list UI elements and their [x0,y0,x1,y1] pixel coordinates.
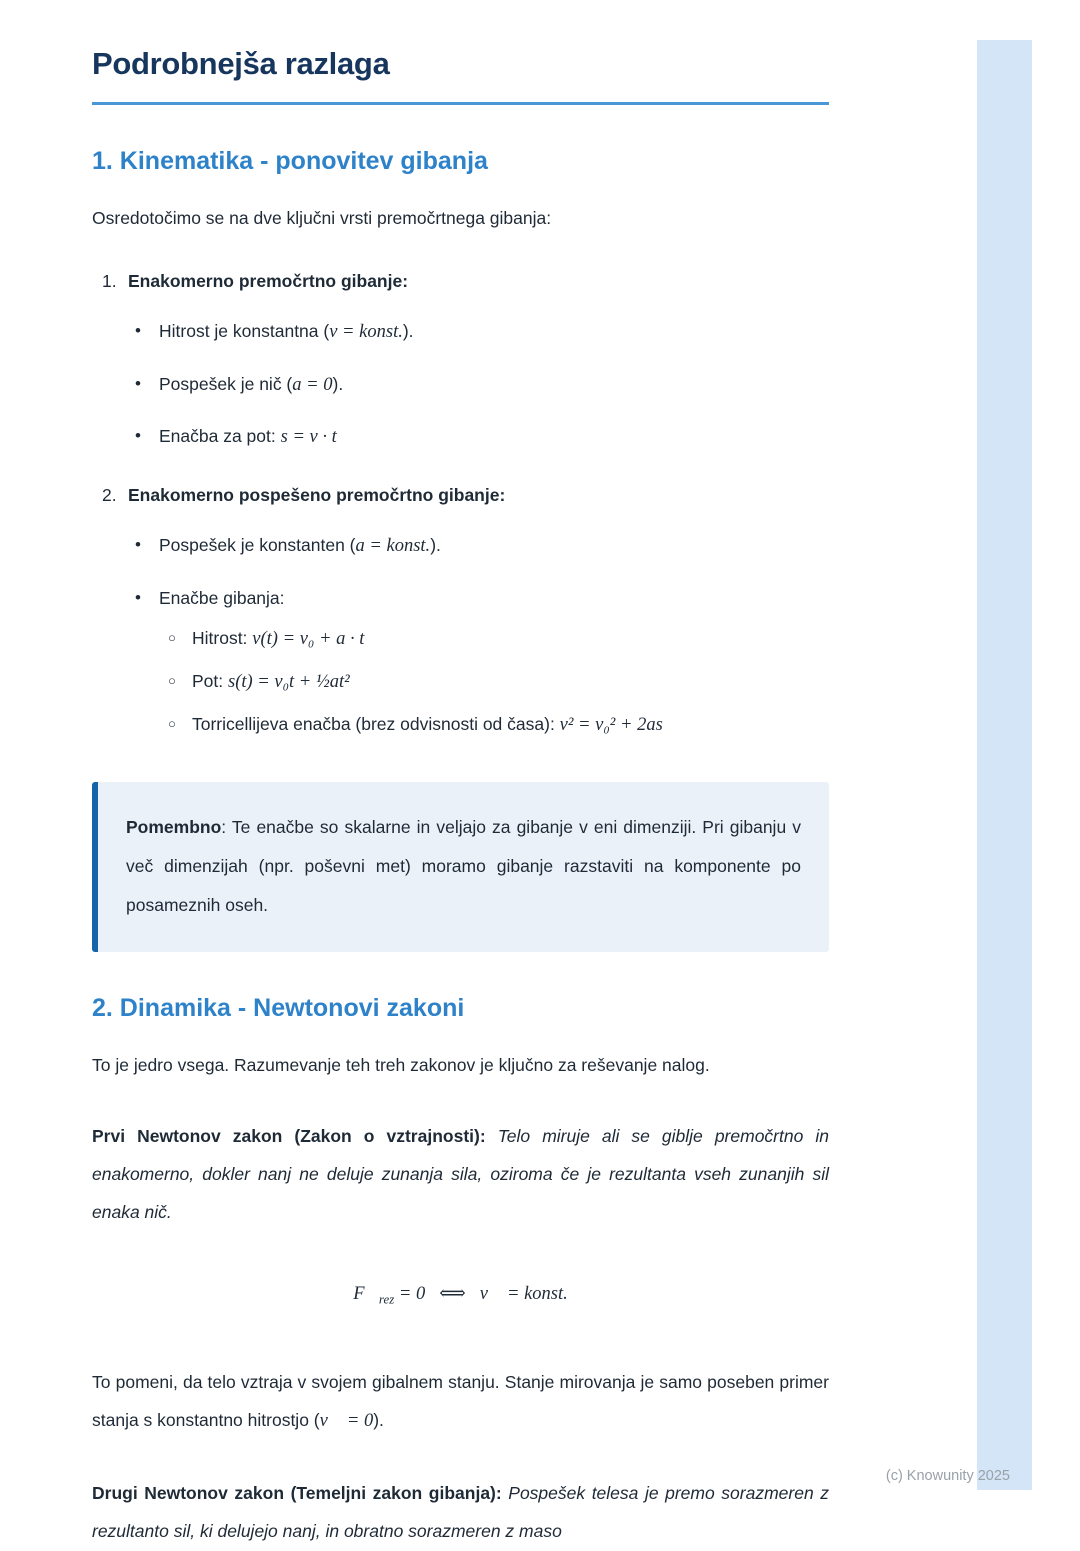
newton-first-law-equation [92,1283,829,1308]
page-title: Podrobnejša razlaga [92,46,390,81]
numbered-item-1 [102,268,829,294]
list-item [135,532,829,561]
list-item-text [159,532,441,561]
section-2-intro: To je jedro vsega. Razumevanje teh treh zakonov je ključno za reševanje nalog. [92,1054,710,1075]
sub-list-item [168,711,829,740]
bullet-icon: • [135,320,141,340]
copyright-credit: (c) Knowunity 2025 [885,1468,1010,1484]
section-2-heading: 2. Dinamika - Newtonovi zakoni [92,993,465,1022]
bullet-icon: • [135,588,141,608]
bullet-icon: • [135,373,141,393]
math-expression: v(t) = v₀ + a · t [252,629,365,650]
item-title: Enakomerno pospešeno premočrtno gibanje: [128,485,506,506]
list-item [135,585,829,611]
text-segment: ). [430,535,441,556]
math-expression: v = konst. [329,321,403,342]
document-content [92,46,829,1551]
sub-list-item-text [192,711,663,740]
text-segment: Enačba za pot: [159,426,281,447]
first-law-explanation [92,1364,829,1441]
circle-bullet-icon: ○ [168,673,176,689]
math-expression: a = konst. [355,536,431,557]
math-expression: v² = v₀² + 2as [559,714,663,735]
text-segment: ). [373,1409,384,1430]
bullet-icon: • [135,535,141,555]
item-title: Enakomerno premočrtno gibanje: [128,270,409,291]
list-item-text [159,318,414,347]
list-item-text [159,423,337,452]
list-item [135,423,829,452]
numbered-item-2 [102,482,829,508]
title-rule-divider [92,102,829,105]
item-2-bullets [135,532,829,739]
text-segment: Pospešek je konstanten ( [159,535,356,556]
law-statement: Telo miruje ali se giblje premočrtno in enakomerno, dokler nanj ne deluje zunanja sila, oziroma če je rezultanta vseh zunanjih sil enaka nič. [92,1126,829,1222]
list-item-text [159,585,285,611]
velocity-constant: v⃗ = konst. [479,1284,568,1305]
math-expression: s(t) = v₀t + ½at² [228,672,350,693]
callout-text [126,808,801,926]
bullet-icon: • [135,426,141,446]
newton-second-law [92,1475,829,1550]
newton-first-law [92,1118,829,1231]
important-callout [92,782,829,952]
item-1-bullets [135,318,829,452]
text-segment: ). [402,320,414,341]
list-item-text [159,371,343,400]
text-segment: Hitrost: [192,628,253,649]
equals-zero: = 0 [394,1284,426,1305]
sub-list-item [168,625,829,654]
sub-list-item-text [192,668,350,697]
list-item [135,371,829,400]
circle-bullet-icon: ○ [168,715,176,731]
item-number: 1. [102,270,117,291]
sub-list-item [168,668,829,697]
law-title: Drugi Newtonov zakon (Temeljni zakon gibanja): [92,1483,502,1504]
item-number: 2. [102,485,117,506]
force-subscript: rez [378,1291,395,1307]
circle-bullet-icon: ○ [168,630,176,646]
text-segment: Pot: [192,671,228,692]
law-statement: Pospešek telesa je premo sorazmeren z rezultanto sil, ki delujejo nanj, in obratno sorazmeren z maso [92,1483,829,1541]
equations-sublist [168,625,829,739]
callout-label: Pomembno [126,816,222,837]
text-segment: ). [332,373,344,394]
math-expression: a = 0 [292,374,333,395]
text-segment: Pospešek je nič ( [159,373,293,394]
text-segment: To pomeni, da telo vztraja v svojem gibalnem stanju. Stanje mirovanja je samo poseben primer stanja s konstantno hitrostjo ( [92,1371,829,1430]
callout-body: : Te enačbe so skalarne in veljajo za gibanje v eni dimenziji. Pri gibanju v več dimenzijah (npr. poševni met) moramo gibanje razstaviti na komponente po posameznih oseh. [126,816,801,916]
section-1-intro: Osredotočimo se na dve ključni vrsti premočrtnega gibanja: [92,208,552,228]
force-symbol: F⃗ [353,1284,379,1305]
text-segment: Torricellijeva enačba (brez odvisnosti od časa): [192,713,560,734]
text-segment: Enačbe gibanja: [159,588,285,609]
law-title: Prvi Newtonov zakon (Zakon o vztrajnosti): [92,1126,486,1147]
math-expression: v⃗ = 0 [319,1410,374,1431]
math-expression: s = v · t [280,427,337,448]
text-segment: Hitrost je konstantna ( [159,320,330,341]
sub-list-item-text [192,625,364,654]
iff-arrow-icon: ⟺ [439,1284,466,1305]
section-1-heading: 1. Kinematika - ponovitev gibanja [92,147,488,175]
equation [353,1284,568,1307]
list-item [135,318,829,347]
side-strip-decoration [977,40,1032,1490]
